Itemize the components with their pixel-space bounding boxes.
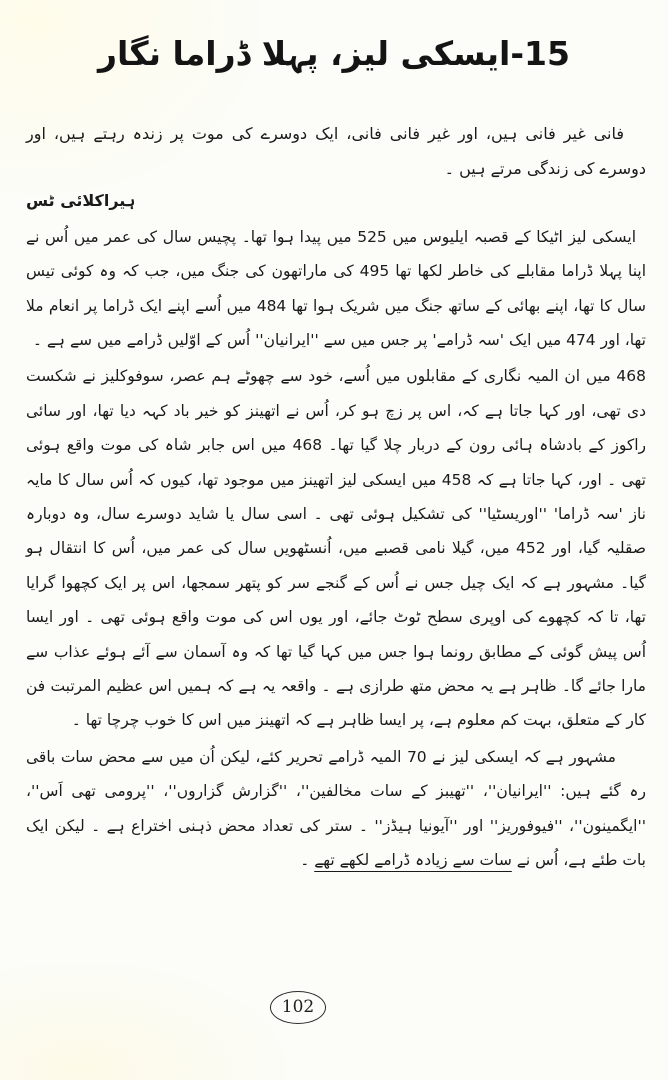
paragraph-2: 468 میں ان المیہ نگاری کے مقابلوں میں اُسے، خود سے چھوٹے ہم عصر، سوفوکلیز نے شکست دی تھی، اور کہا جاتا ہے کہ، اس پر زچ ہو کر، اُس نے اتھینز کو خیر باد کہہ دیا تھا، اور سائی راکوز کے بادشاہ ہائی رون کے دربار چلا گیا تھا۔ 468 میں اس جابر شاہ کی موت واقع ہوئی تھی ۔ اور، کہا جاتا ہے کہ 458 میں ایسکی لیز اتھینز میں موجود تھا، کیوں کہ اُس سال کا مایہ ناز 'سہ ڈراما' ''اوریسٹیا'' کی تشکیل ہوئی تھی ۔ اسی سال یا شاید دوسرے سال، وہ دوبارہ صقلیہ گیا، اور 452 میں، گیلا نامی قصبے میں، اُنسٹھویں سال کی عمر میں، اُس کا انتقال ہو گیا۔ مشہور ہے کہ ایک چیل جس نے اُس کے گنجے سر کو پتھر سمجھا، اس پر ایک کچھوا گرایا تھا، تا کہ کچھوے کی اوپری سطح ٹوٹ جائے، اور یوں اس کی موت واقع ہوئی تھی ۔ اور ایسا اُس پیش گوئی کے مطابق رونما ہوا جس میں کہا گیا تھا کہ وہ آسمان سے آئے ہوئے عذاب سے مارا جائے گا۔ ظاہر ہے یہ محض متھ طرازی ہے ۔ واقعہ یہ ہے کہ ہمیں اس عظیم المرتبت فن کار کے متعلق، بہت کم معلوم ہے، پر ایسا ظاہر ہے کہ اتھینز میں اس کا خوب چرچا تھا ۔ — [26, 367, 646, 730]
paragraph-3-start: مشہور ہے کہ ایسکی لیز نے 70 المیہ ڈرامے تحریر کئے، لیکن اُن میں سے محض سات باقی رہ گئے ہیں: ''ایرانیان''، ''تھیبز کے سات مخالفین''، ''گزارش گزاروں''، ''پرومی تھی اَس''، ''ایگمینون''، ''فیوفوریز'' اور ''آیونیا ہیڈز'' ۔ ستر کی تعداد محض ذہنی اختراع ہے ۔ لیکن ایک بات طئے ہے، اُس نے — [26, 747, 646, 870]
epigraph — [26, 117, 646, 210]
paragraph-3 — [26, 740, 646, 878]
epigraph-attribution: ہیراکلائی ٹس — [26, 190, 136, 210]
page-content — [0, 117, 668, 877]
chapter-title: 15-ایسکی لیز، پہلا ڈراما نگار — [98, 34, 570, 73]
paragraph-3-end: ۔ — [300, 851, 315, 870]
paragraph-1: ایسکی لیز اٹیکا کے قصبہ ایلیوس میں 525 میں پیدا ہوا تھا۔ پچیس سال کی عمر میں اُس نے اپنا پہلا ڈراما مقابلے کی خاطر لکھا تھا 495 کی ماراتھون کی جنگ میں، جب کہ وہ کوئی تیس سال کا تھا، اپنے بھائی کے ساتھ جنگ میں شریک ہوا تھا 484 میں اُسے اپنے ایک ڈراما پر انعام ملا تھا، اور 474 میں ایک 'سہ ڈرامے' پر جس میں سے ''ایرانیان'' اُس کے اوّلیں ڈرامے میں سے ہے ۔ — [26, 227, 647, 349]
epigraph-text: فانی غیر فانی ہیں، اور غیر فانی فانی، ایک دوسرے کی موت پر زندہ رہتے ہیں، اور دوسرے کی زندگی مرتے ہیں ۔ — [26, 124, 646, 178]
page-number-badge: 102 — [270, 991, 326, 1024]
body-text — [26, 220, 646, 878]
page-number-area — [0, 991, 668, 1024]
underlined-phrase: سات سے زیادہ ڈرامے لکھے تھے — [314, 851, 512, 870]
